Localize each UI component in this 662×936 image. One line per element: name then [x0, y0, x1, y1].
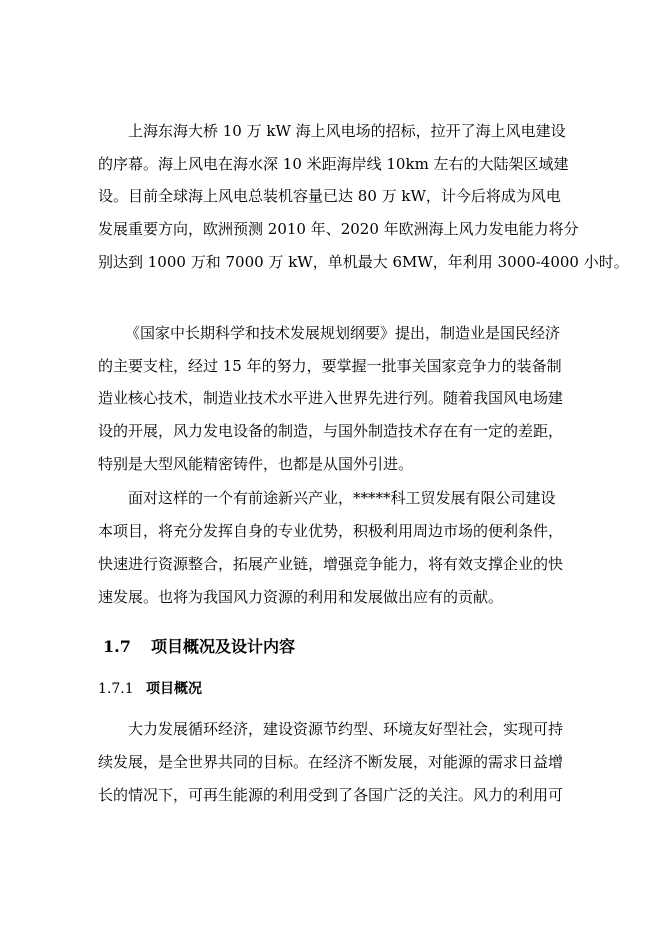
- subsection-heading: [98, 679, 202, 699]
- closing-line-3: 长的情况下，可再生能源的利用受到了各国广泛的关注。风力的利用可: [98, 786, 564, 804]
- subsection-title: 项目概况: [146, 681, 202, 697]
- paragraph-3-line-4: 速发展。也将为我国风力资源的利用和发展做出应有的贡献。: [98, 588, 504, 606]
- paragraph-1-line-3: 设。目前全球海上风电总装机容量已达 80 万 kW，计今后将成为风电: [98, 187, 561, 205]
- section-heading: [103, 636, 295, 658]
- paragraph-1-line-5: 别达到 1000 万和 7000 万 kW，单机最大 6MW，年利用 3000-4000 小时。: [98, 253, 629, 271]
- paragraph-3-line-2: 本项目，将充分发挥自身的专业优势，积极利用周边市场的便利条件，: [98, 522, 564, 540]
- paragraph-2-line-1: 《国家中长期科学和技术发展规划纲要》提出，制造业是国民经济: [125, 324, 561, 342]
- closing-line-2: 续发展，是全世界共同的目标。在经济不断发展，对能源的需求日益增: [98, 753, 564, 771]
- subsection-number: 1.7.1: [98, 681, 134, 697]
- paragraph-1-line-4: 发展重要方向，欧洲预测 2010 年、2020 年欧洲海上风力发电能力将分: [98, 220, 579, 238]
- section-number: 1.7: [103, 637, 131, 656]
- paragraph-2-line-4: 设的开展，风力发电设备的制造，与国外制造技术存在有一定的差距，: [98, 422, 564, 440]
- closing-line-1: 大力发展循环经济，建设资源节约型、环境友好型社会，实现可持: [128, 720, 564, 738]
- paragraph-3-line-3: 快速进行资源整合，拓展产业链，增强竞争能力，将有效支撑企业的快: [98, 555, 564, 573]
- paragraph-2-line-2: 的主要支柱，经过 15 年的努力，要掌握一批事关国家竞争力的装备制: [98, 357, 562, 375]
- paragraph-3-line-1: 面对这样的一个有前途新兴产业，*****科工贸发展有限公司建设: [128, 489, 556, 507]
- section-title: 项目概况及设计内容: [151, 637, 296, 656]
- paragraph-1-line-2: 的序幕。海上风电在海水深 10 米距海岸线 10km 左右的大陆架区域建: [98, 155, 569, 173]
- paragraph-2-line-5: 特别是大型风能精密铸件，也都是从国外引进。: [98, 455, 414, 473]
- paragraph-1-line-1: 上海东海大桥 10 万 kW 海上风电场的招标，拉开了海上风电建设: [128, 122, 566, 140]
- paragraph-2-line-3: 造业核心技术，制造业技术水平进入世界先进行列。随着我国风电场建: [98, 389, 564, 407]
